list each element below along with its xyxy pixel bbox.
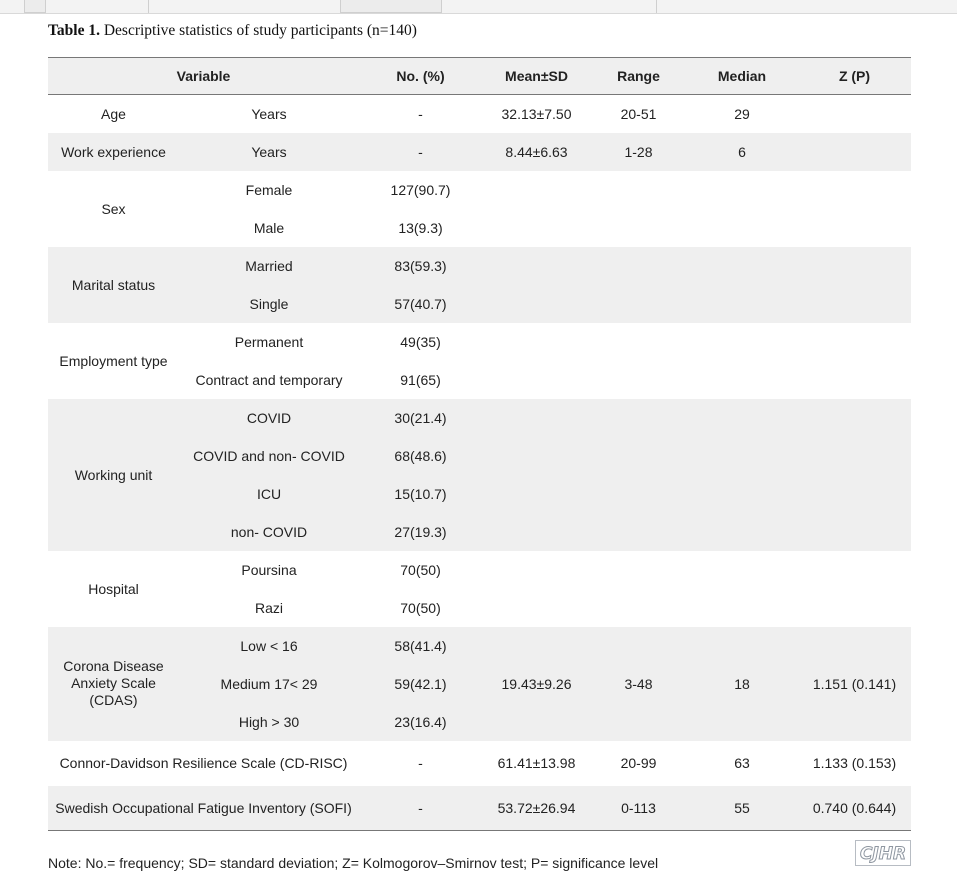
cell-mean: 53.72±26.94 [482,786,591,831]
cell-range: 1-28 [591,133,686,171]
cell-mean: 61.41±13.98 [497,755,576,771]
cell-no: 68(48.6) [359,437,482,475]
header-no: No. (%) [359,58,482,95]
table-row-age [48,95,911,133]
cell-no: 13(9.3) [398,219,443,236]
cell-no: 91(65) [400,371,441,388]
toolbar-tab[interactable] [24,0,46,13]
cell-median: 63 [734,755,750,771]
cell-no: 57(40.7) [359,285,482,323]
cell-variable: Work experience [48,133,179,171]
cell-z: 1.151 (0.141) [798,627,911,741]
cell-sub: COVID and non- COVID [179,437,359,475]
table-row-sofi [48,786,911,831]
cell-no: - [359,786,482,831]
cell-empty [482,247,911,323]
table-row-work-experience [48,133,911,171]
cell-empty [482,551,911,627]
logo-text: CJHR [859,844,907,864]
cell-sub: Poursina [241,561,297,578]
table-row-cd-risc [48,741,911,786]
cell-sub: Male [253,219,285,236]
cell-no: 127(90.7) [390,181,451,198]
cell-mean: 32.13±7.50 [501,105,572,122]
cell-variable: Age [101,105,126,122]
cell-empty [482,323,911,399]
cell-no: 70(50) [400,599,441,616]
cell-variable: Connor-Davidson Resilience Scale (CD-RISC) [59,755,348,771]
cell-sub: Low < 16 [179,627,359,665]
cell-z: 1.133 (0.153) [812,755,897,771]
header-z: Z (P) [798,58,911,95]
cell-variable: Marital status [48,247,179,323]
cell-no: - [359,133,482,171]
cell-mean: 19.43±9.26 [482,627,591,741]
cell-no: 27(19.3) [359,513,482,551]
caption-text: Descriptive statistics of study participants (n=140) [103,22,417,39]
cell-sub: Years [179,133,359,171]
cell-variable: Employment type [59,352,168,369]
toolbar-tab[interactable] [340,0,442,13]
cell-sub: Permanent [234,333,304,350]
table-row-working-unit [48,399,911,437]
cell-range: 3-48 [591,627,686,741]
header-median: Median [686,58,798,95]
cell-sub: Female [245,181,293,198]
table-row-sex [48,171,911,209]
cell-no: 23(16.4) [359,703,482,741]
cell-sub: Razi [254,599,283,616]
journal-logo-icon [855,840,911,866]
cell-z [798,95,911,133]
table-caption [48,22,417,40]
caption-label: Table 1. [48,22,100,39]
cell-sub: ICU [179,475,359,513]
cell-sub: Single [179,285,359,323]
cell-no: 30(21.4) [359,399,482,437]
toolbar-divider [656,0,657,13]
cell-median: 55 [686,786,798,831]
header-variable: Variable [48,58,359,95]
top-toolbar-strip [0,0,957,14]
cell-range: 20-51 [620,105,657,122]
cell-sub: COVID [179,399,359,437]
cell-no: 83(59.3) [359,247,482,285]
table-row-employment-type [48,323,911,361]
cell-sub: Medium 17< 29 [179,665,359,703]
cell-variable: Working unit [48,399,179,551]
cell-variable: Swedish Occupational Fatigue Inventory (SOFI) [48,786,359,831]
cell-z: 0.740 (0.644) [798,786,911,831]
cell-median: 6 [686,133,798,171]
cell-sub: Years [251,105,287,122]
cell-median: 18 [686,627,798,741]
toolbar-divider [148,0,149,13]
cell-variable: Hospital [88,580,139,597]
descriptive-statistics-table [48,57,911,831]
cell-empty [482,399,911,551]
cell-no: 70(50) [400,561,441,578]
cell-sub: Contract and temporary [195,371,343,388]
cdas-label-line: Corona Disease [63,658,164,674]
cell-variable [48,627,179,741]
cell-no: 49(35) [400,333,441,350]
cdas-label-line: (CDAS) [89,692,138,708]
table-note: Note: No.= frequency; SD= standard deviation; Z= Kolmogorov–Smirnov test; P= significance level [48,855,659,871]
cell-median: 29 [734,105,750,122]
cell-range: 20-99 [620,755,657,771]
header-range: Range [591,58,686,95]
header-mean: Mean±SD [482,58,591,95]
cell-no: 59(42.1) [359,665,482,703]
cell-no: 15(10.7) [359,475,482,513]
cell-no: - [418,105,423,122]
cell-sub: non- COVID [179,513,359,551]
cell-sub: High > 30 [179,703,359,741]
table-header-row [48,58,911,95]
table-row-hospital [48,551,911,589]
cell-z [798,133,911,171]
cell-sub: Married [179,247,359,285]
cell-empty [482,171,911,247]
cell-mean: 8.44±6.63 [482,133,591,171]
table-row-marital-status [48,247,911,285]
cell-range: 0-113 [591,786,686,831]
cdas-label-line: Anxiety Scale [71,675,156,691]
cell-variable: Sex [101,200,126,217]
cell-no: - [418,755,423,771]
cell-no: 58(41.4) [359,627,482,665]
table-row-cdas [48,627,911,665]
